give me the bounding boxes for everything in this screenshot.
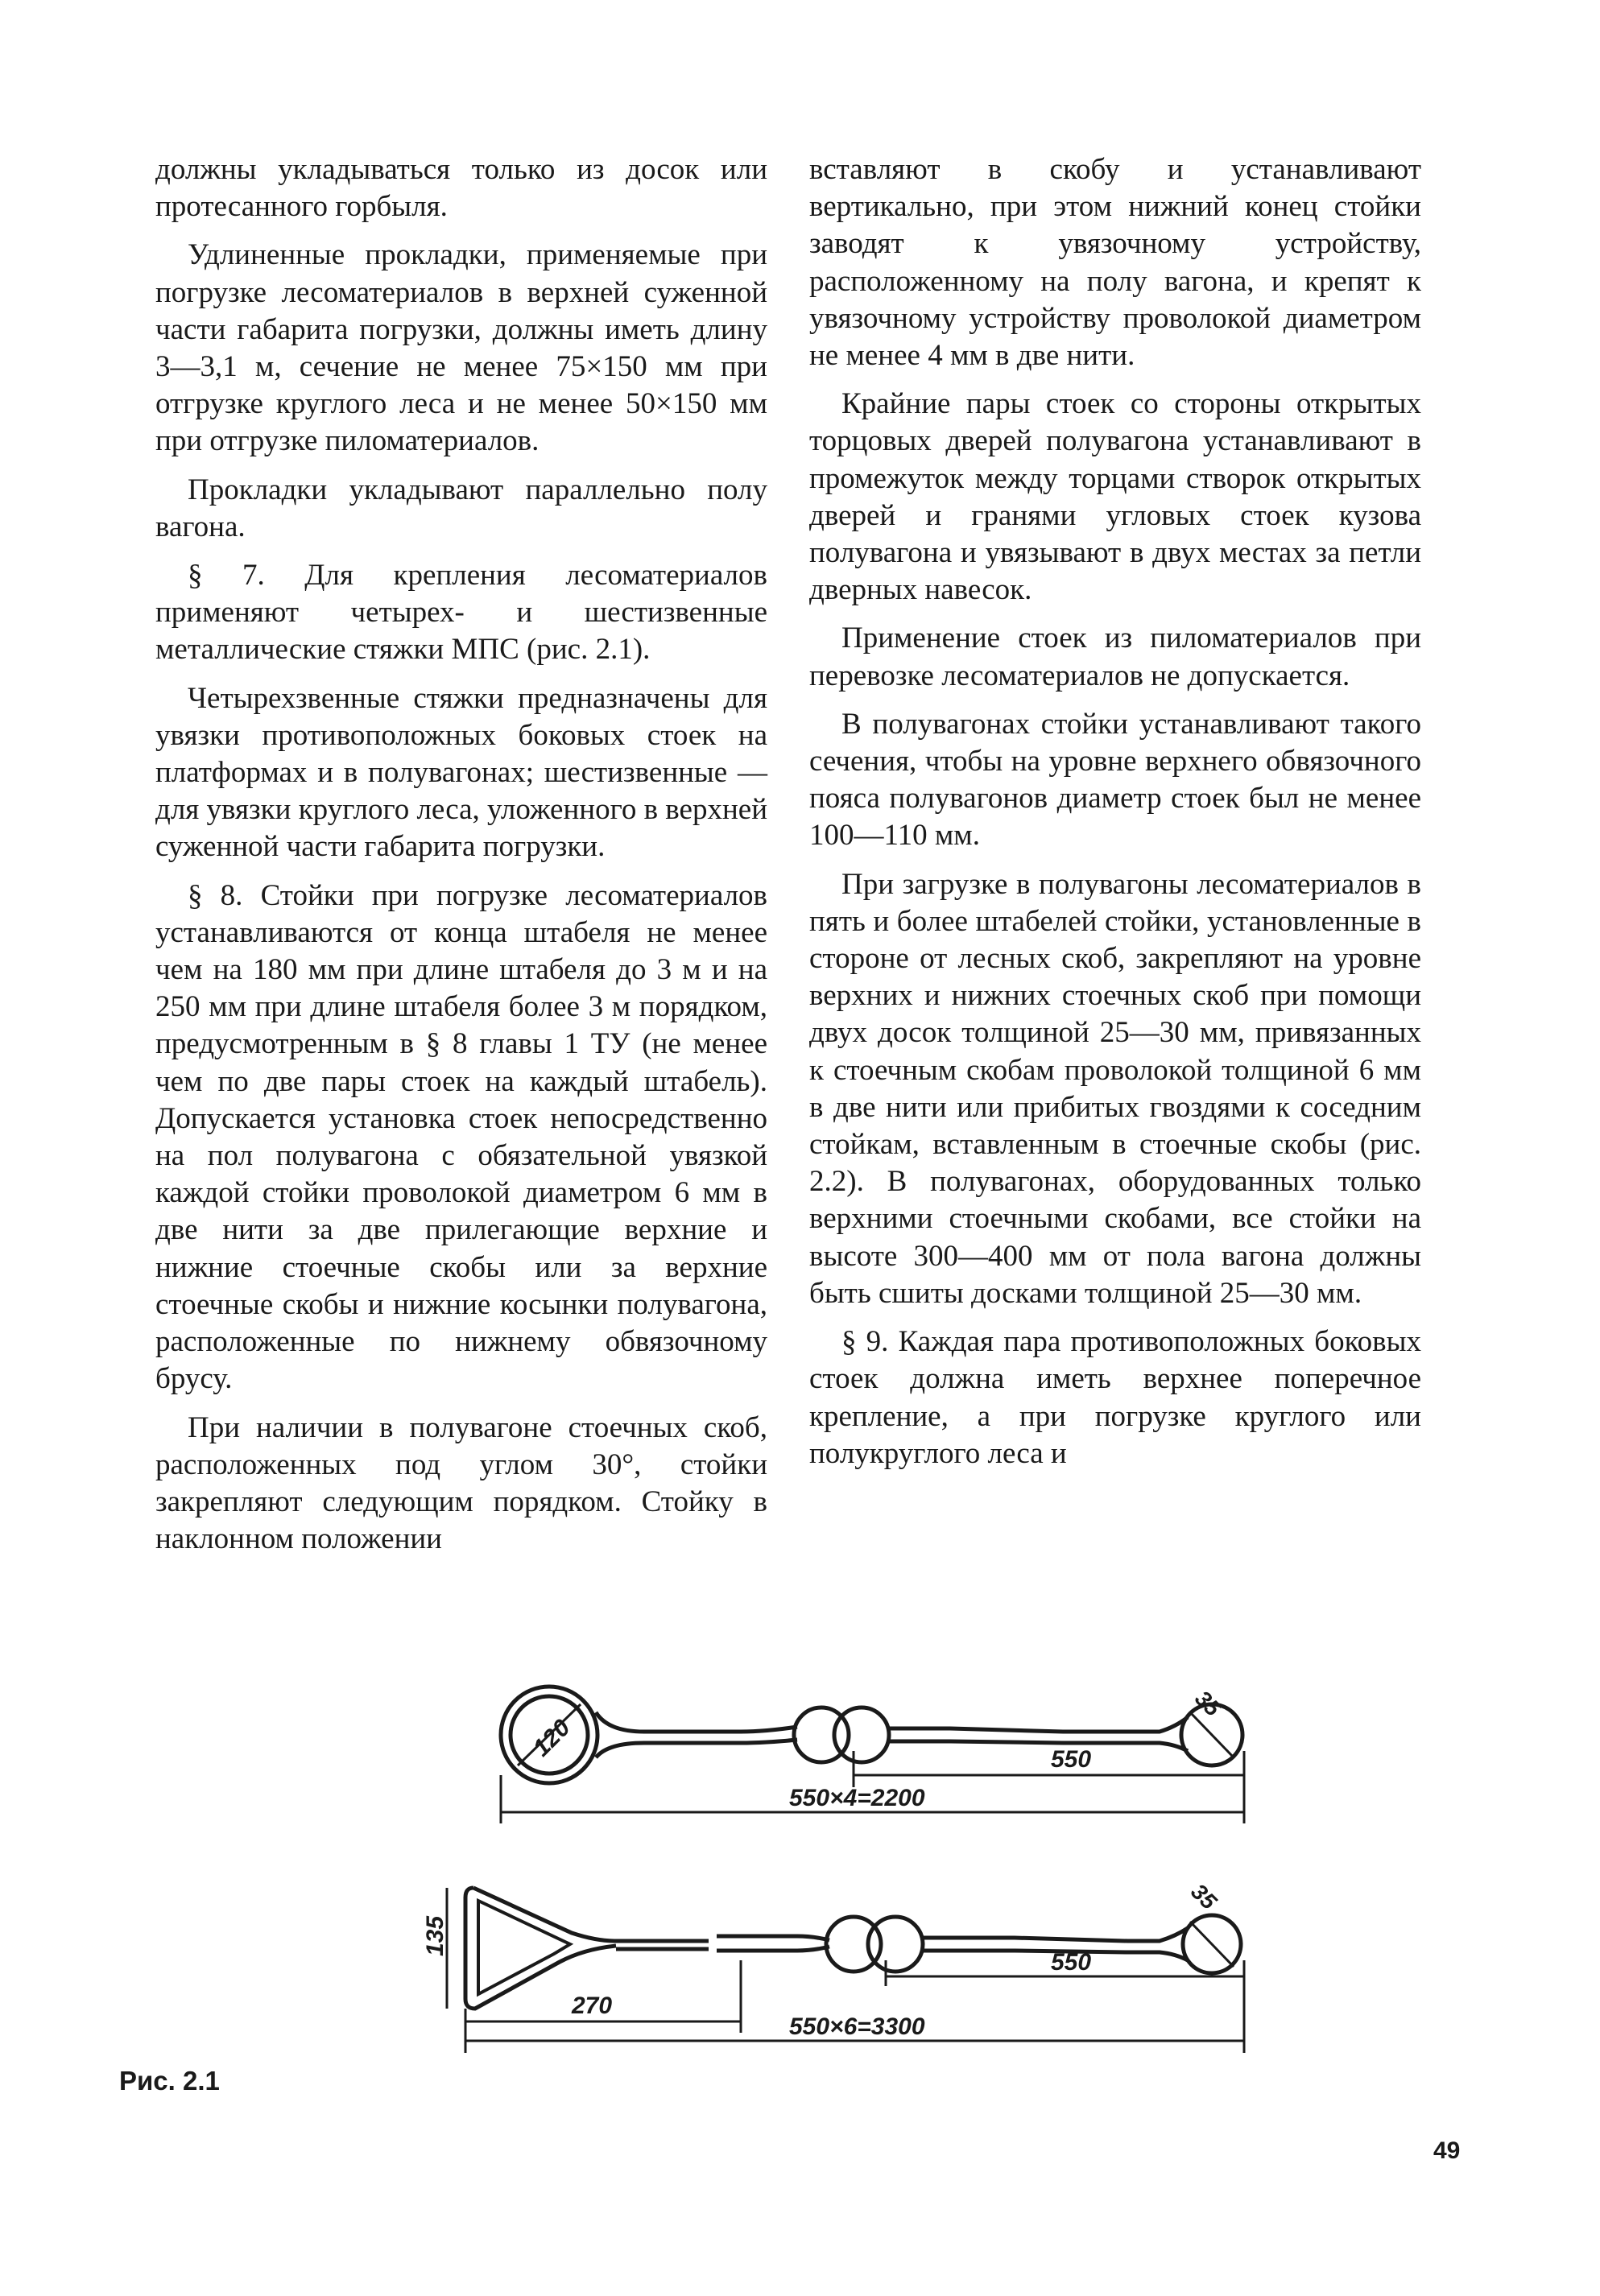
paragraph: При загрузке в полувагоны лесоматериалов в пять и более штабелей стойки, установленные в стороне от лесных скоб, закрепляют на уровне верхних и нижних стоечных скоб при помощи двух досок толщиной 25—30 мм, привязанных к стоечным скобам проволокой толщиной 6 мм в две нити или прибитых гвоздями к соседним стойкам, вставленным в стоечные скобы (рис. 2.2). В полувагонах, оборудованных только верхними стоечными скобами, все стойки на высоте 300—400 мм от пола вагона должны быть сшиты досками толщиной 25—30 мм. <box>809 867 1421 1310</box>
figure-2-1 <box>422 1654 1482 2105</box>
rod-right-lower <box>889 1741 1188 1751</box>
small-ring-dim-label: 35 <box>1186 1878 1222 1914</box>
paragraph: Удлиненные прокладки, применяемые при погрузке лесоматериалов в верхней суженной части габарита погрузки, должны иметь длину 3—3,1 м, сечение не менее 75×150 мм при отгрузке круглого леса и не менее 50×150 мм при отгрузке пиломатериалов. <box>155 238 767 458</box>
page-number: 49 <box>1433 2137 1461 2164</box>
left-column <box>155 151 767 1569</box>
small-ring-dimension-line <box>1190 1922 1234 1967</box>
rod-left-lower <box>596 1740 797 1757</box>
tie-drawing <box>422 1654 1482 2105</box>
paragraph: § 8. Стойки при погрузке лесоматериалов устанавливаются от конца штабеля не менее чем на 180 мм при длине штабеля до 3 м и на 250 мм при длине штабеля более 3 м порядком, предусмотренным в § 8 главы 1 ТУ (не менее чем по две пары стоек на каждый штабель). Допускается установка стоек непосредственно на пол полувагона с обязательной увязкой каждой стойки проволокой диаметром 6 мм в две нити за две прилегающие верхние и нижние стоечные скобы или за верхние стоечные скобы и нижние косынки полувагона, расположенные по нижнему обвязочному брусу. <box>155 878 767 1396</box>
rod-right <box>923 1928 1188 1941</box>
paragraph: Прокладки укладывают параллельно полу вагона. <box>155 473 767 543</box>
total-dim-label: 550×4=2200 <box>789 1785 925 1811</box>
height-dim-label: 135 <box>422 1915 449 1956</box>
paragraph: § 9. Каждая пара противоположных боковых стоек должна иметь верхнее поперечное крепление, а при погрузке круглого или полукруглого леса и <box>809 1325 1421 1470</box>
ring-dim-label: 120 <box>527 1714 576 1762</box>
total-dim-label: 550×6=3300 <box>789 2013 925 2040</box>
triangle-dim-label: 270 <box>572 1992 613 2019</box>
paragraph: Четырехзвенные стяжки предназначены для увязки противоположных боковых стоек на платформах и в полувагонах; шестизвенные — для увязки круглого леса, уложенного в верхней суженной части габарита погрузки. <box>155 681 767 864</box>
paragraph: Крайние пары стоек со стороны открытых торцовых дверей полувагона устанавливают в промежуток между торцами створок открытых дверей и гранями угловых стоек кузова полувагона и увязывают в двух местах за петли дверных навесок. <box>809 387 1421 607</box>
paragraph: В полувагонах стойки устанавливают такого сечения, чтобы на уровне верхнего обвязочного пояса полувагонов диаметр стоек был не менее 100—110 мм. <box>809 707 1421 853</box>
rod-mid <box>717 1936 829 1940</box>
paragraph: § 7. Для крепления лесоматериалов применяют четырех- и шестизвенные металлические стяжки МПС (рис. 2.1). <box>155 559 767 667</box>
paragraph: должны укладываться только из досок или протесанного горбыля. <box>155 153 767 224</box>
link-ring-2 <box>868 1917 923 1972</box>
paragraph: При наличии в полувагоне стоечных скоб, расположенных под углом 30°, стойки закрепляют следующим порядком. Стойку в наклонном положении <box>155 1410 767 1556</box>
link-dim-label: 550 <box>1051 1949 1092 1976</box>
link-dim-label: 550 <box>1051 1746 1092 1773</box>
paragraph: Применение стоек из пиломатериалов при перевозке лесоматериалов не допускается. <box>809 621 1421 692</box>
right-column <box>809 151 1421 1484</box>
rod-left <box>596 1712 797 1732</box>
small-ring-dimension-line <box>1190 1712 1234 1757</box>
rod-mid-lower <box>717 1947 829 1951</box>
figure-caption: Рис. 2.1 <box>119 2066 220 2096</box>
rod-right <box>889 1717 1188 1732</box>
link-ring-1 <box>826 1917 881 1972</box>
link-ring-2 <box>834 1708 889 1762</box>
paragraph: вставляют в скобу и устанавливают вертикально, при этом нижний конец стойки заводят к увязочному устройству, расположенному на полу вагона, и крепят к увязочному устройству проволокой диаметром не менее 4 мм в две нити. <box>809 153 1421 373</box>
small-ring-dim-label: 35 <box>1190 1685 1226 1721</box>
